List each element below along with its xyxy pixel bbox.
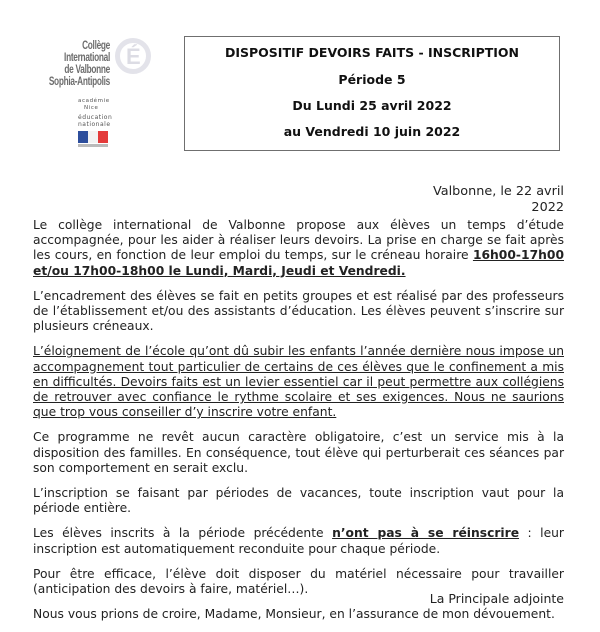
date-line-1: Valbonne, le 22 avril	[433, 184, 564, 199]
paragraph-optional: Ce programme ne revêt aucun caractère obligatoire, c’est un service mis à la disposition des familles. En conséquence, tout élève qui perturberait ces séances par son comportement en serait exclu.	[33, 430, 564, 475]
school-name	[38, 40, 110, 88]
paragraph-intro	[33, 218, 564, 279]
emblem-letter: É	[126, 44, 141, 69]
title-box	[184, 36, 560, 151]
paragraph-closing: Nous vous prions de croire, Madame, Monsieur, en l’assurance de mon dévouement.	[33, 607, 555, 622]
letter-body	[33, 218, 564, 632]
renewal-text-after: : leur inscription est automatiquement reconduite pour chaque période.	[33, 526, 564, 556]
school-name-line: Sophia-Antipolis	[48, 76, 110, 88]
schedule-emphasis: 16h00-17h00 et/ou 17h00-18h00 le Lundi, Mardi, Jeudi et Vendredi.	[33, 248, 564, 278]
intro-text: Le collège international de Valbonne propose aux élèves un temps d’étude accompagnée, pour les aider à réaliser leurs devoirs. La prise en charge se fait après les cours, en fonction de leur emploi du temps, sur le créneau horaire	[33, 218, 564, 263]
period-start: Du Lundi 25 avril 2022	[292, 98, 452, 113]
academie-label	[78, 98, 110, 111]
school-name-line: Collège International	[64, 40, 110, 64]
renewal-text-before: Les élèves inscrits à la période précédente	[33, 526, 333, 541]
education-nationale-label	[78, 114, 112, 128]
period-label: Période 5	[338, 72, 406, 87]
paragraph-materials: Pour être efficace, l’élève doit disposer du matériel nécessaire pour travailler (anticipation des devoirs à faire, matériel…).	[33, 566, 564, 597]
date-line-2: 2022	[531, 200, 564, 215]
document-title: DISPOSITIF DEVOIRS FAITS - INSCRIPTION	[224, 45, 519, 60]
paragraph-supervision: L’encadrement des élèves se fait en petits groupes et est réalisé par des professeurs de l’établissement et/ou des assistants d’éducation. Les élèves peuvent s’inscrire sur plusieurs créneaux.	[33, 288, 564, 334]
paragraph-renewal	[33, 526, 564, 556]
signature: La Principale adjointe	[429, 591, 564, 606]
period-end: au Vendredi 10 juin 2022	[283, 124, 461, 139]
flag-red	[98, 131, 108, 143]
education-line: nationale	[78, 121, 111, 128]
french-flag-icon	[78, 131, 108, 143]
flag-white	[88, 131, 98, 143]
school-logo	[30, 40, 150, 150]
education-emblem-icon	[115, 38, 151, 74]
flag-blue	[78, 131, 88, 143]
paragraph-registration-period: L’inscription se faisant par périodes de vacances, toute inscription vaut pour la période entière.	[33, 486, 564, 516]
academie-line: Nice	[84, 104, 99, 111]
education-line: éducation	[78, 114, 113, 121]
school-name-line: de Valbonne	[64, 64, 110, 76]
renewal-emphasis: n’ont pas à se réinscrire	[332, 526, 520, 541]
paragraph-motivation: L’éloignement de l’école qu’ont dû subir les enfants l’année dernière nous impose un accompagnement tout particulier de certains de ces élèves que le confinement a mis en difficultés. Devoirs faits est un levier essentiel car il peut permettre aux collégiens de retrouver avec confiance le rythme scolaire et ses exigences. Nous ne saurions que trop vous conseiller d’y inscrire votre enfant.	[33, 344, 564, 420]
place-date	[414, 184, 564, 216]
republic-caption	[78, 144, 108, 147]
academie-line: académie	[78, 98, 110, 104]
